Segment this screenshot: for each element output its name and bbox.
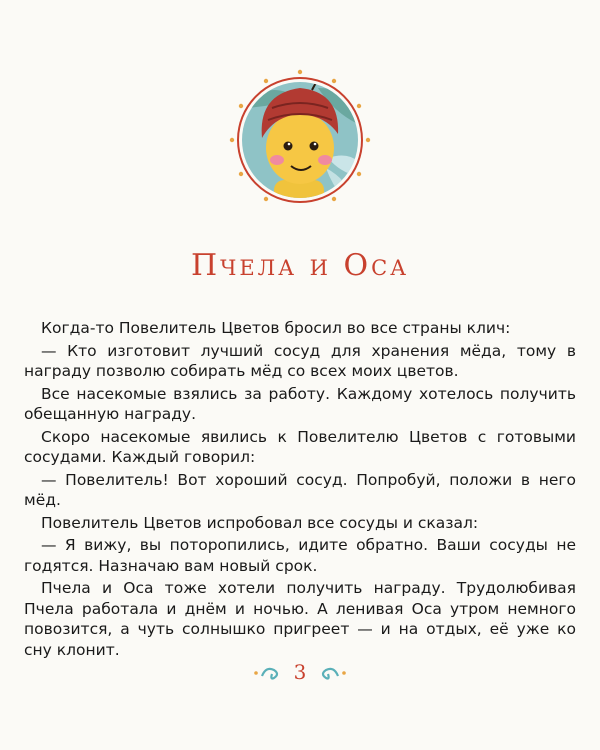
paragraph: — Повелитель! Вот хороший сосуд. Попробуй, положи в него мёд. — [24, 470, 576, 509]
bee-character-illustration — [228, 68, 372, 224]
page-number: 3 — [293, 660, 307, 684]
paragraph: — Я вижу, вы поторопились, идите обратно. Ваши сосуды не годятся. Назначаю вам новый срок. — [24, 536, 576, 575]
paragraph: — Кто изготовит лучший сосуд для хранения мёда, тому в награду позволю собирать мёд со всех моих цветов. — [24, 341, 576, 380]
paragraph: Скоро насекомые явились к Повелителю Цветов с готовыми сосудами. Каждый говорил: — [24, 427, 576, 466]
story-text — [24, 318, 576, 662]
paragraph: Когда-то Повелитель Цветов бросил во все страны клич: — [41, 319, 511, 337]
paragraph: Все насекомые взялись за работу. Каждому хотелось получить обещанную награду. — [24, 384, 576, 423]
story-title: Пчела и Оса — [190, 248, 410, 283]
page-number-ornament — [250, 660, 350, 686]
paragraph: Повелитель Цветов испробовал все сосуды и сказал: — [41, 513, 479, 532]
paragraph: Пчела и Оса тоже хотели получить награду. Трудолюбивая Пчела работала и днём и ночью. А ленивая Оса утром немного повозится, а чуть солнышко пригреет — и на отдых, её уже ко сну клонит. — [24, 579, 576, 659]
